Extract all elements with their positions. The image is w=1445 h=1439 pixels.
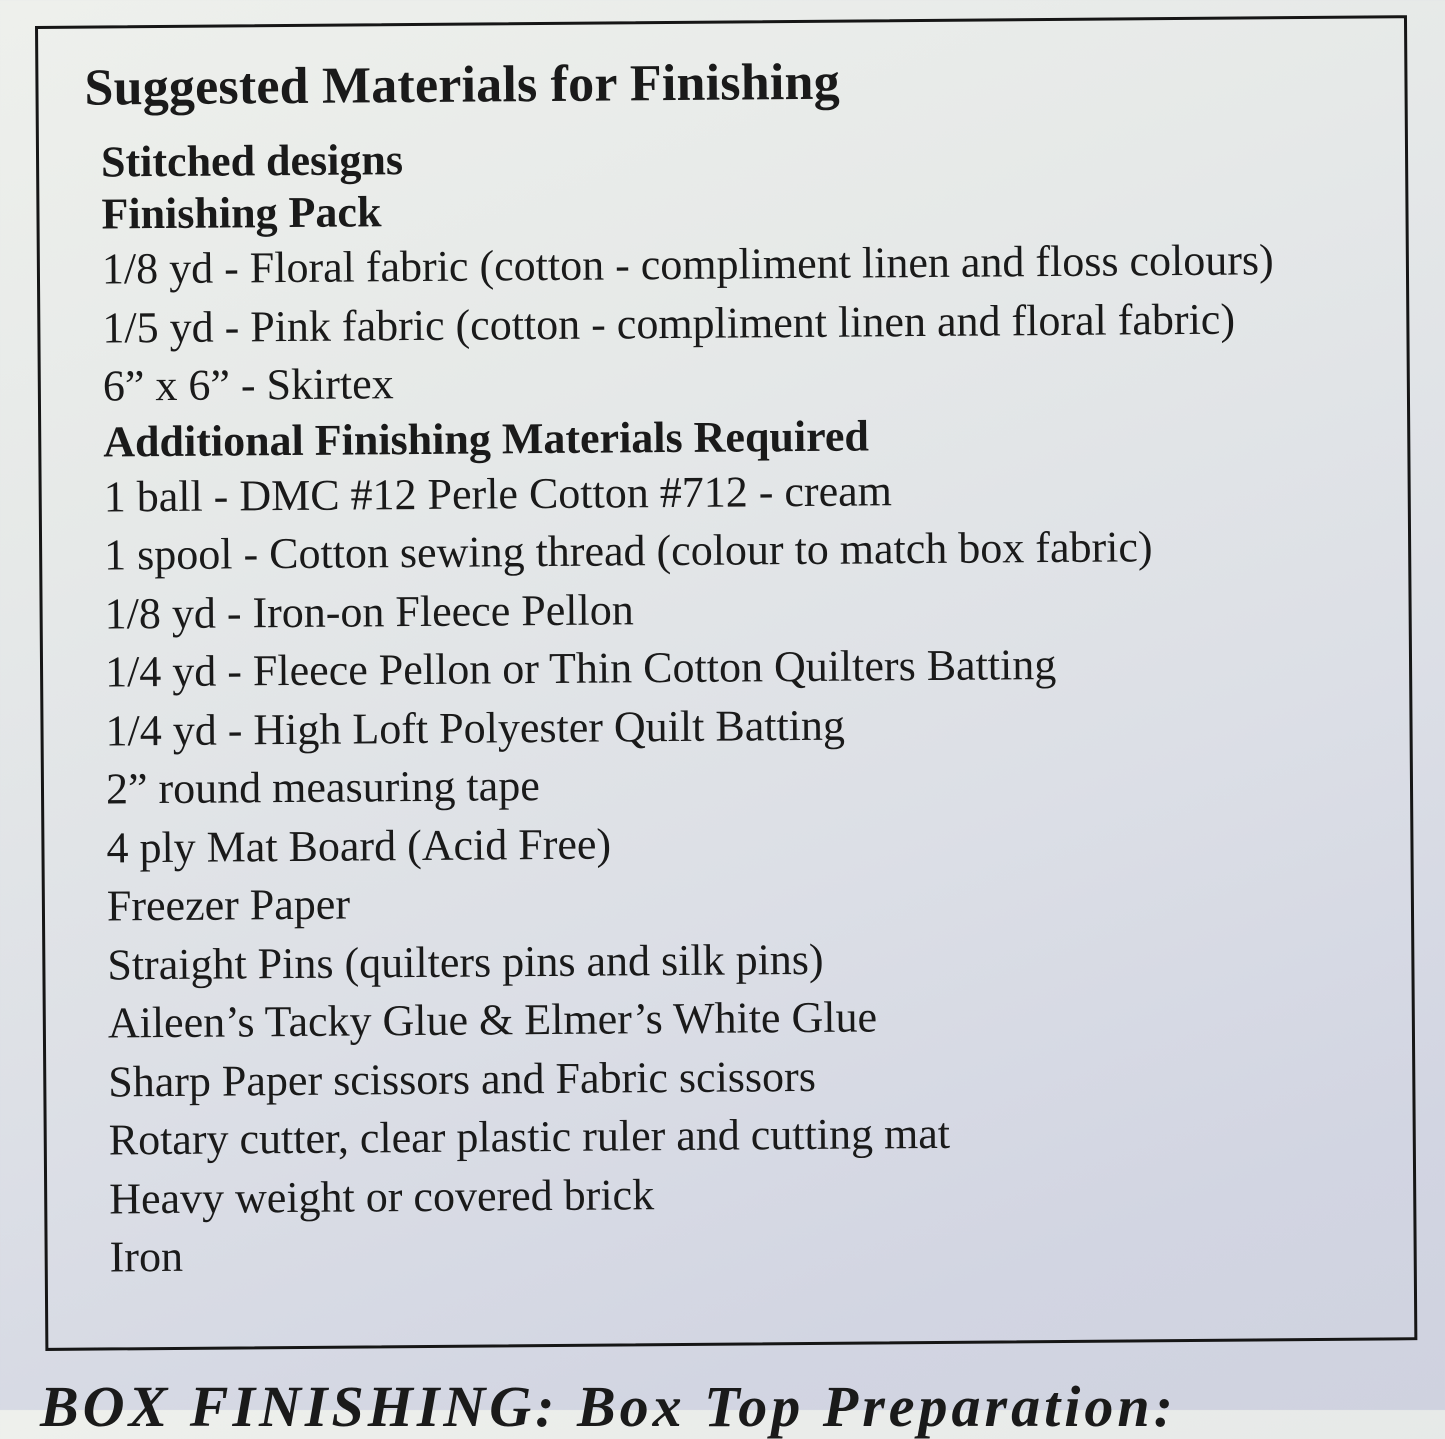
list-item: Freezer Paper — [106, 879, 351, 931]
list-item: 4 ply Mat Board (Acid Free) — [106, 819, 612, 872]
list-item: Iron — [109, 1231, 184, 1282]
list-item: 6” x 6” - Skirtex — [102, 359, 394, 411]
section-heading-additional-materials: Additional Finishing Materials Required — [103, 410, 870, 466]
list-item: Rotary cutter, clear plastic ruler and cutting mat — [108, 1108, 951, 1165]
list-item: 1 spool - Cotton sewing thread (colour to match box fabric) — [103, 522, 1153, 580]
page-title: Suggested Materials for Finishing — [84, 53, 841, 117]
list-item: 1/4 yd - Fleece Pellon or Thin Cotton Quilters Batting — [104, 639, 1057, 697]
list-item: 1/8 yd - Iron-on Fleece Pellon — [104, 584, 634, 638]
list-item: Straight Pins (quilters pins and silk pins) — [107, 934, 824, 989]
list-item: Sharp Paper scissors and Fabric scissors — [108, 1051, 817, 1106]
list-item: 1/4 yd - High Loft Polyester Quilt Batting — [105, 700, 846, 755]
list-item: Aileen’s Tacky Glue & Elmer’s White Glue — [107, 992, 878, 1048]
list-item: 1/5 yd - Pink fabric (cotton - compliment linen and floral fabric) — [102, 294, 1236, 352]
list-item: 2” round measuring tape — [105, 761, 540, 814]
section-heading-stitched-designs: Stitched designs — [100, 135, 404, 187]
next-section-heading-partial: BOX FINISHING: Box Top Preparation: — [40, 1374, 1177, 1439]
list-item: 1 ball - DMC #12 Perle Cotton #712 - cream — [103, 465, 893, 521]
section-heading-finishing-pack: Finishing Pack — [101, 187, 382, 239]
list-item: Heavy weight or covered brick — [109, 1169, 655, 1223]
list-item: 1/8 yd - Floral fabric (cotton - compliment linen and floss colours) — [101, 235, 1274, 294]
materials-box — [35, 15, 1417, 1351]
materials-content — [101, 126, 1410, 1287]
